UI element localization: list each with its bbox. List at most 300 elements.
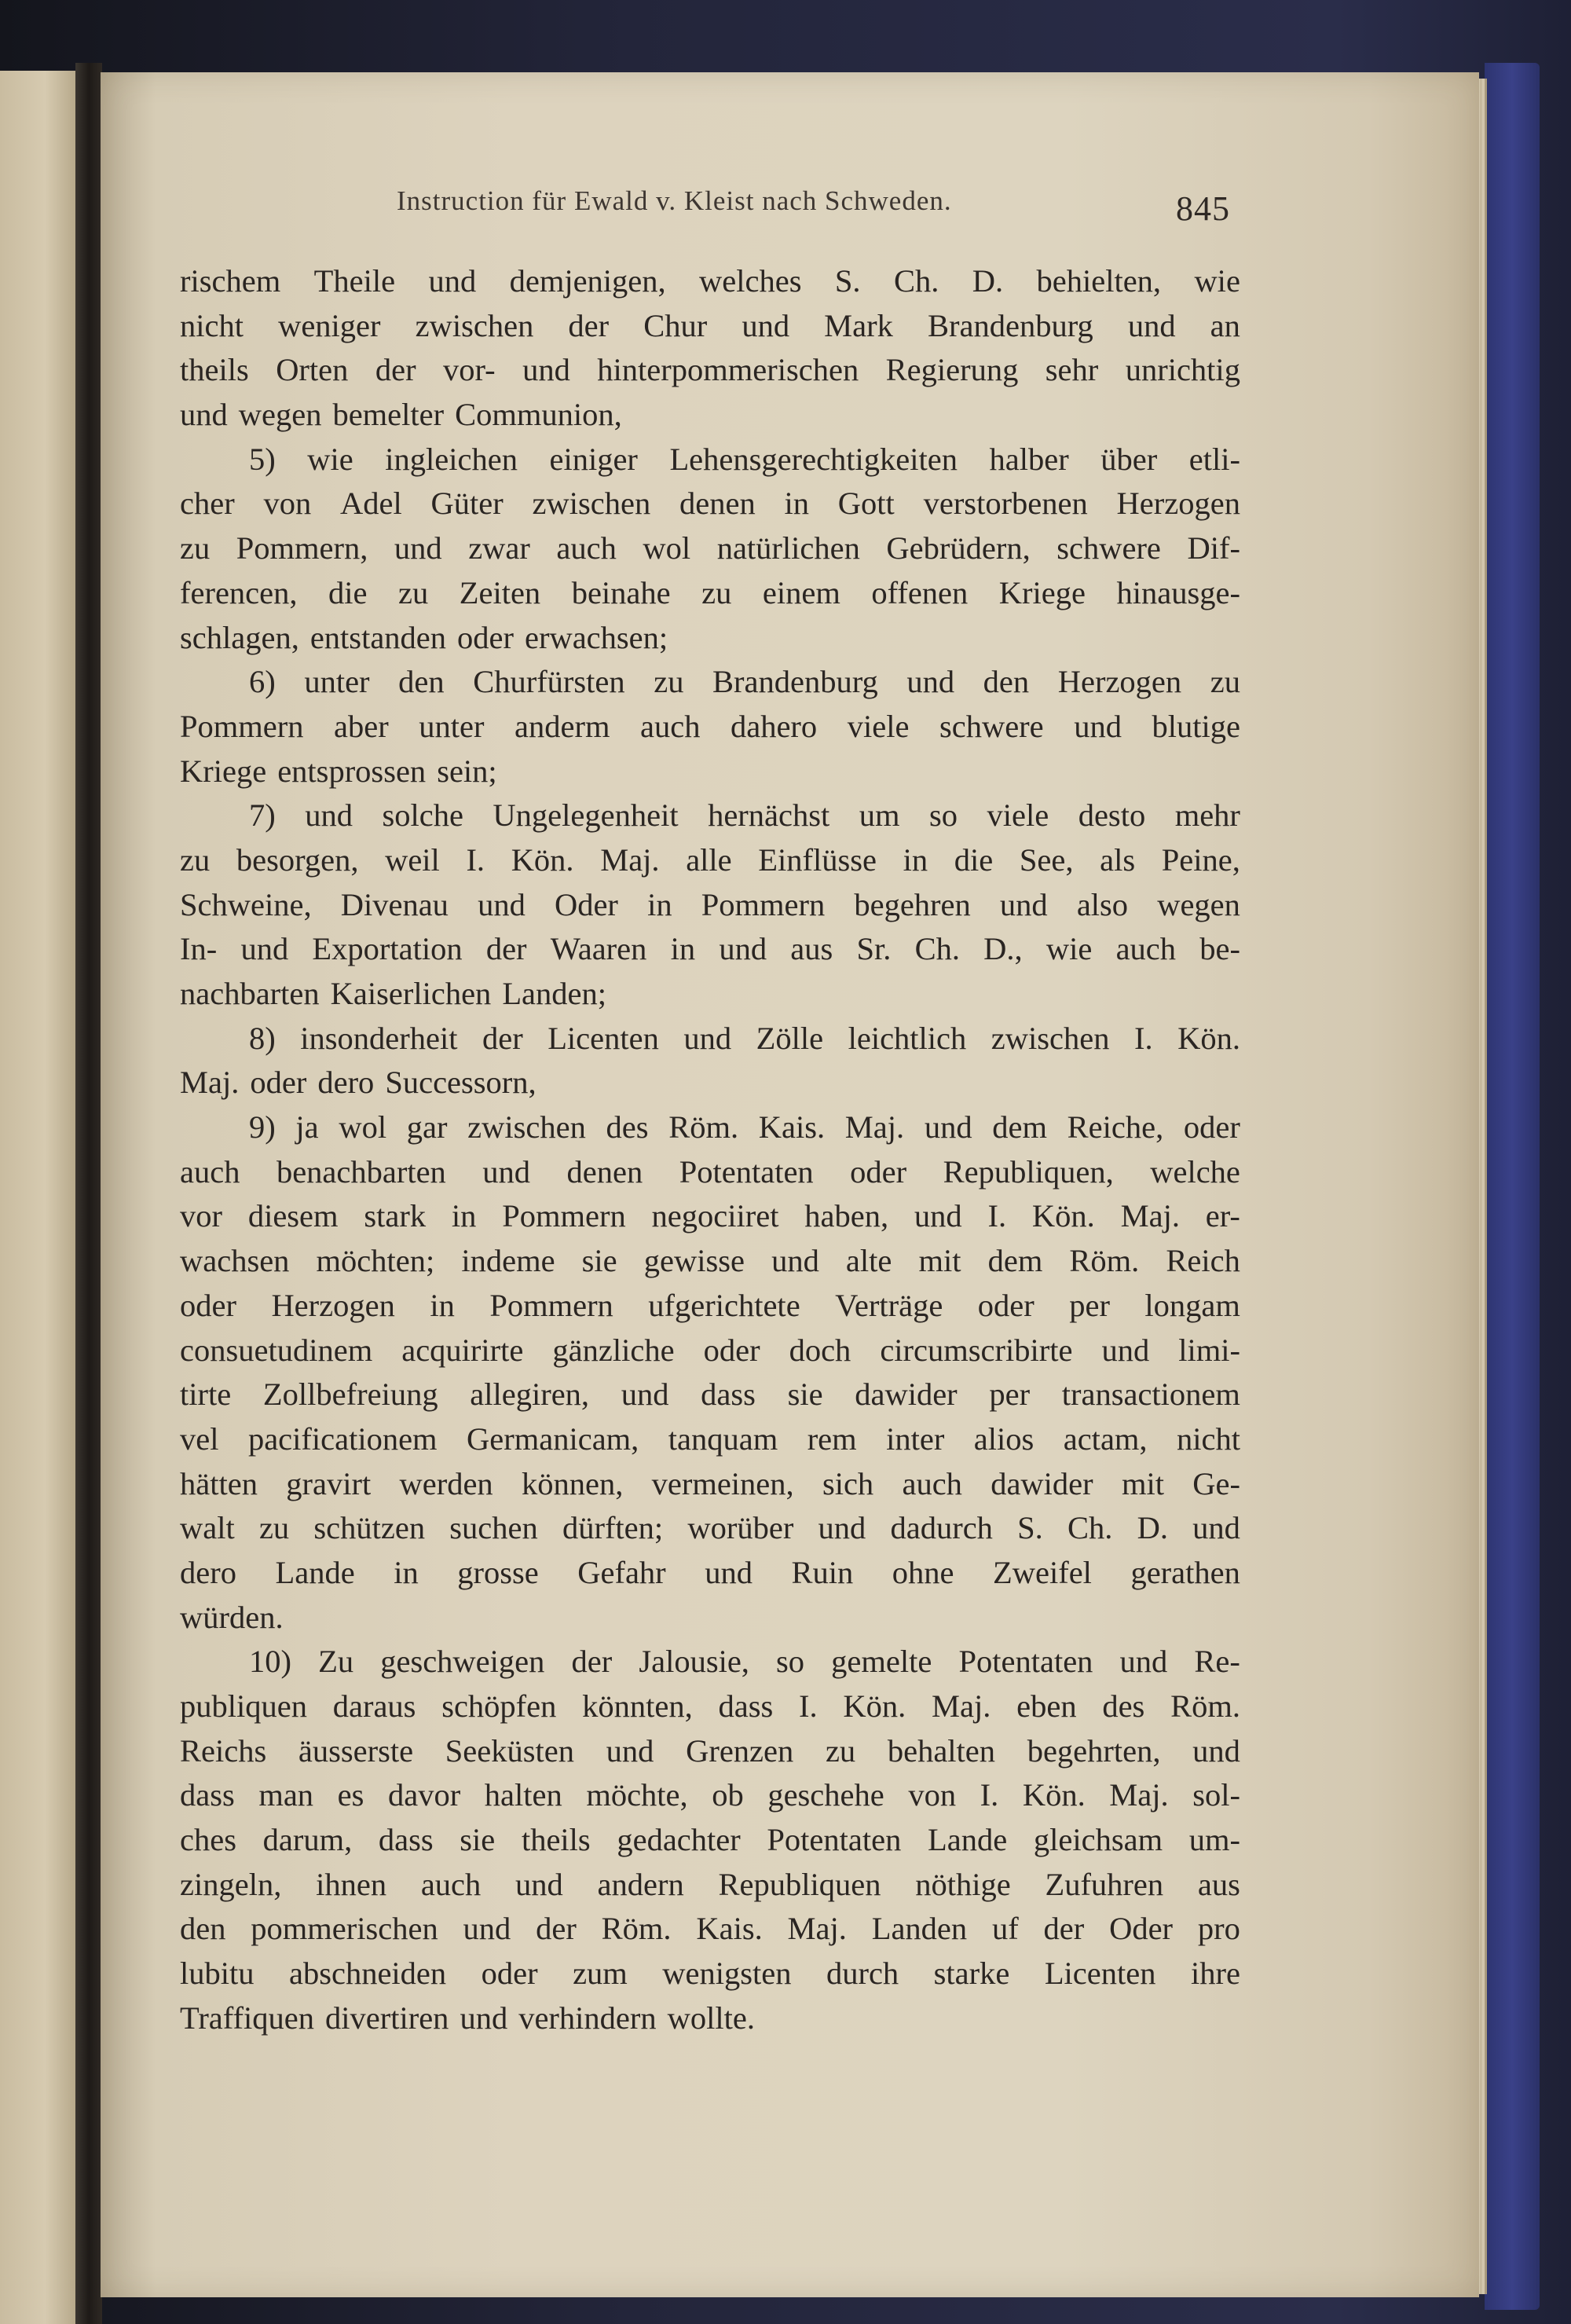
word: wie: [1194, 263, 1240, 299]
word: erwachsen;: [525, 619, 668, 655]
word: Divenau: [340, 886, 449, 922]
word: etli-: [1188, 441, 1240, 477]
word: hätten: [180, 1465, 258, 1501]
word: allegiren,: [470, 1376, 590, 1413]
word: negociiret: [651, 1198, 779, 1234]
word: auch: [556, 530, 617, 566]
word: und: [1101, 1332, 1150, 1368]
word: es: [337, 1777, 364, 1813]
word: zwischen: [415, 307, 534, 343]
word: nöthige: [915, 1866, 1011, 1902]
word: Ch.: [914, 931, 960, 967]
word: walt: [180, 1510, 235, 1546]
word: begehrten,: [1027, 1732, 1161, 1769]
word: und: [478, 886, 525, 922]
word: entsprossen: [277, 753, 427, 789]
text-line: [180, 1996, 1240, 2041]
word: 7): [249, 797, 276, 834]
word: indeme: [461, 1243, 555, 1279]
word: rischem: [180, 263, 281, 299]
text-line: [180, 1773, 1240, 1818]
word: Pommern: [180, 708, 304, 744]
word: und: [914, 1198, 962, 1234]
word: wol: [339, 1109, 387, 1146]
word: oder: [481, 1956, 538, 1992]
word: dahero: [730, 708, 818, 744]
word: Herzogen: [1057, 664, 1182, 700]
word: vel: [180, 1420, 219, 1457]
word: Maj.: [180, 1065, 240, 1101]
word: desto: [1078, 797, 1146, 834]
word: und: [606, 1732, 654, 1769]
word: Brandenburg: [928, 307, 1093, 343]
word: dawider: [855, 1376, 958, 1413]
word: aus: [790, 931, 833, 967]
word: lubitu: [180, 1956, 255, 1992]
word: und: [906, 664, 955, 700]
text-line: [180, 972, 1240, 1017]
word: S.: [834, 263, 861, 299]
word: cher: [180, 486, 235, 522]
word: geschweigen: [380, 1644, 545, 1680]
word: Zweifel: [993, 1554, 1092, 1590]
word: acquirirte: [401, 1332, 524, 1368]
word: der: [375, 352, 416, 388]
text-line: [180, 750, 1240, 794]
word: schützen: [313, 1510, 426, 1546]
word: be-: [1199, 931, 1240, 967]
word: Oder: [554, 886, 618, 922]
text-line: [180, 1640, 1240, 1684]
word: vor: [180, 1198, 222, 1234]
text-line: [180, 1061, 1240, 1105]
word: nicht: [180, 307, 244, 343]
word: See,: [1019, 841, 1074, 878]
word: sie: [460, 1822, 496, 1858]
word: Churfürsten: [473, 664, 625, 700]
word: viele: [847, 708, 910, 744]
word: Potentaten: [958, 1644, 1093, 1680]
word: Zufuhren: [1045, 1866, 1164, 1902]
word: behielten,: [1036, 263, 1162, 299]
word: in: [647, 886, 672, 922]
word: Maj.: [1120, 1198, 1180, 1234]
word: nicht: [1177, 1420, 1240, 1457]
text-line: [180, 616, 1240, 661]
word: leichtlich: [848, 1020, 967, 1056]
word: mit: [1121, 1465, 1164, 1501]
word: so: [776, 1644, 805, 1680]
word: Regierung: [885, 352, 1019, 388]
word: in: [451, 1198, 477, 1234]
word: dem: [992, 1109, 1047, 1146]
word: und: [719, 931, 767, 967]
word: oder: [977, 1287, 1035, 1323]
word: zu: [1210, 664, 1240, 700]
word: der: [571, 1644, 613, 1680]
word: theils: [180, 352, 249, 388]
word: starke: [933, 1956, 1010, 1992]
word: ja: [295, 1109, 319, 1146]
text-line: [180, 348, 1240, 393]
text-line: [180, 482, 1240, 526]
text-line: [180, 927, 1240, 972]
word: gemelte: [831, 1644, 932, 1680]
text-line: [180, 1729, 1240, 1774]
word: den: [398, 664, 445, 700]
word: Gefahr: [577, 1554, 666, 1590]
word: Oder: [1109, 1911, 1174, 1947]
word: gravirt: [286, 1465, 372, 1501]
word: Kön.: [1177, 1020, 1240, 1056]
word: möchte,: [586, 1777, 688, 1813]
word: wie: [1046, 931, 1093, 967]
word: und: [771, 1243, 819, 1279]
word: Republiquen: [718, 1866, 881, 1902]
word: Jalousie,: [639, 1644, 749, 1680]
word: gleichsam: [1033, 1822, 1163, 1858]
text-line: [180, 259, 1240, 304]
word: Maj.: [1109, 1777, 1169, 1813]
word: gänzliche: [552, 1332, 675, 1368]
text-line: [180, 304, 1240, 349]
word: rem: [807, 1420, 857, 1457]
word: Germanicam,: [467, 1420, 639, 1457]
word: verhindern: [518, 2000, 657, 2036]
word: Pommern: [489, 1287, 613, 1323]
word: Gott: [837, 486, 895, 522]
word: von: [908, 1777, 957, 1813]
word: der: [482, 1020, 523, 1056]
book-gutter: [75, 63, 102, 2324]
word: eben: [1016, 1688, 1077, 1724]
word: Kriege: [998, 574, 1086, 610]
word: der: [536, 1911, 577, 1947]
word: in: [430, 1287, 455, 1323]
word: theils: [521, 1822, 591, 1858]
word: ches: [180, 1822, 236, 1858]
word: benachbarten: [276, 1153, 446, 1189]
word: aus: [1197, 1866, 1240, 1902]
word: darum,: [262, 1822, 353, 1858]
word: anderm: [515, 708, 610, 744]
word: Güter: [430, 486, 504, 522]
word: I.: [987, 1198, 1007, 1234]
word: I.: [980, 1777, 999, 1813]
word: von: [263, 486, 312, 522]
word: schöpfen: [441, 1688, 557, 1724]
word: oder: [180, 1287, 236, 1323]
word: unter: [304, 664, 370, 700]
word: in: [903, 841, 928, 878]
word: zwischen: [467, 1109, 586, 1146]
word: 5): [249, 441, 276, 477]
word: abschneiden: [288, 1956, 447, 1992]
word: nachbarten: [180, 976, 320, 1011]
word: Potentaten: [767, 1822, 902, 1858]
word: und: [240, 931, 289, 967]
word: Lande: [928, 1822, 1008, 1858]
word: geschehe: [767, 1777, 884, 1813]
word: oder: [850, 1153, 907, 1189]
word: Re-: [1194, 1644, 1240, 1680]
word: zu: [654, 664, 684, 700]
word: limi-: [1178, 1332, 1240, 1368]
running-head: Instruction für Ewald v. Kleist nach Schweden.: [397, 185, 952, 216]
word: zu: [398, 574, 429, 610]
word: blutige: [1152, 708, 1240, 744]
word: begehren: [854, 886, 971, 922]
text-line: [180, 1105, 1240, 1150]
word: zwischen: [991, 1020, 1110, 1056]
word: gewisse: [643, 1243, 745, 1279]
word: den: [983, 664, 1030, 700]
word: dass: [180, 1777, 235, 1813]
word: zu: [258, 1510, 290, 1546]
word: beinahe: [571, 574, 671, 610]
word: tirte: [180, 1376, 232, 1413]
word: Kön.: [1031, 1198, 1095, 1234]
word: halten: [484, 1777, 562, 1813]
word: stark: [364, 1198, 427, 1234]
word: wenigsten: [662, 1956, 792, 1992]
word: man: [258, 1777, 314, 1813]
word: divertiren: [325, 2000, 449, 2036]
word: so: [929, 797, 958, 834]
word: auch: [420, 1866, 482, 1902]
text-line: [180, 1284, 1240, 1329]
word: also: [1076, 886, 1129, 922]
text-line: [180, 1150, 1240, 1195]
word: Lehensgerechtigkeiten: [669, 441, 958, 477]
word: wie: [307, 441, 353, 477]
word: Verträge: [835, 1287, 943, 1323]
word: uf: [991, 1911, 1019, 1947]
word: transactionem: [1061, 1376, 1240, 1413]
word: dero: [317, 1065, 375, 1101]
word: Gebrüdern,: [886, 530, 1031, 566]
word: schwere: [939, 708, 1044, 744]
word: Kön.: [511, 841, 574, 878]
word: und: [394, 530, 442, 566]
word: zum: [573, 1956, 628, 1992]
word: auch: [902, 1465, 962, 1501]
word: haben,: [804, 1198, 889, 1234]
text-line: [180, 438, 1240, 482]
word: durch: [826, 1956, 899, 1992]
word: vermeinen,: [651, 1465, 794, 1501]
word: zwischen: [532, 486, 651, 522]
text-line: [180, 1952, 1240, 1996]
word: Zeiten: [459, 574, 541, 610]
word: und: [1074, 708, 1122, 744]
word: alle: [686, 841, 732, 878]
text-line: [180, 660, 1240, 705]
word: möchten;: [316, 1243, 435, 1279]
page-number: 845: [1176, 189, 1230, 228]
word: und: [999, 886, 1048, 922]
word: Schweine,: [180, 886, 312, 922]
word: dero: [180, 1554, 236, 1590]
word: und: [482, 1153, 531, 1189]
word: unrichtig: [1125, 352, 1240, 388]
word: einiger: [549, 441, 638, 477]
word: und: [1192, 1732, 1240, 1769]
word: mehr: [1174, 797, 1240, 834]
word: weniger: [278, 307, 381, 343]
word: Kriege: [180, 753, 267, 789]
word: Maj.: [600, 841, 660, 878]
word: natürlichen: [716, 530, 860, 566]
word: und: [683, 1020, 732, 1056]
word: Reichs: [180, 1732, 267, 1769]
word: Zollbefreiung: [262, 1376, 438, 1413]
word: Kaiserlichen: [330, 976, 492, 1011]
word: sein;: [437, 753, 497, 789]
word: andern: [597, 1866, 684, 1902]
word: wachsen: [180, 1243, 290, 1279]
text-line: [180, 571, 1240, 616]
word: Landen;: [502, 976, 607, 1011]
word: der: [1043, 1911, 1085, 1947]
word: 9): [249, 1109, 276, 1146]
word: hinausge-: [1116, 574, 1240, 610]
word: Maj.: [844, 1109, 905, 1146]
text-line: [180, 1194, 1240, 1239]
word: bemelter: [332, 397, 445, 433]
word: sol-: [1192, 1777, 1240, 1813]
text-line: [180, 1417, 1240, 1462]
text-line: [180, 1239, 1240, 1284]
word: Licenten: [547, 1020, 659, 1056]
word: und: [463, 1911, 511, 1947]
word: Pommern: [701, 886, 826, 922]
word: des: [1102, 1688, 1145, 1724]
word: per: [989, 1376, 1031, 1413]
word: daraus: [332, 1688, 416, 1724]
word: Ge-: [1192, 1465, 1240, 1501]
word: und: [515, 1866, 563, 1902]
word: und: [460, 2000, 508, 2036]
word: zu: [825, 1732, 856, 1769]
word: Kön.: [843, 1688, 906, 1724]
word: 6): [249, 664, 276, 700]
text-line: [180, 838, 1240, 883]
word: Exportation: [312, 931, 463, 967]
word: ingleichen: [385, 441, 518, 477]
word: demjenigen,: [509, 263, 666, 299]
word: und: [180, 397, 228, 433]
word: worüber: [687, 1510, 794, 1546]
word: Kais.: [758, 1109, 826, 1146]
word: per: [1069, 1287, 1110, 1323]
word: Zu: [318, 1644, 354, 1680]
text-line: [180, 883, 1240, 928]
text-line: [180, 526, 1240, 571]
word: S.: [1017, 1510, 1043, 1546]
word: Röm.: [601, 1911, 672, 1947]
word: Kais.: [696, 1911, 763, 1947]
word: publiquen: [180, 1688, 307, 1724]
word: wegen: [1157, 886, 1240, 922]
text-line: [180, 1462, 1240, 1507]
word: schlagen,: [180, 619, 299, 655]
word: und: [305, 797, 353, 834]
word: grosse: [457, 1554, 539, 1590]
word: denen: [566, 1153, 643, 1189]
word: tanquam: [668, 1420, 778, 1457]
word: zingeln,: [180, 1866, 282, 1902]
word: Ch.: [893, 263, 939, 299]
word: I.: [466, 841, 485, 878]
word: gerathen: [1130, 1554, 1240, 1590]
word: und: [428, 263, 477, 299]
word: pro: [1197, 1911, 1240, 1947]
word: aber: [334, 708, 389, 744]
word: und: [1192, 1510, 1240, 1546]
word: In-: [180, 931, 218, 967]
word: gar: [406, 1109, 448, 1146]
word: Kön.: [1022, 1777, 1086, 1813]
word: Peine,: [1161, 841, 1240, 878]
text-line: [180, 1551, 1240, 1596]
word: Successorn,: [385, 1065, 536, 1101]
word: Pommern: [502, 1198, 626, 1234]
word: actam,: [1063, 1420, 1148, 1457]
word: D.: [972, 263, 1004, 299]
word: an: [1210, 307, 1240, 343]
text-line: [180, 705, 1240, 750]
word: würden.: [180, 1599, 284, 1635]
word: wollte.: [667, 2000, 755, 2036]
word: suchen: [449, 1510, 538, 1546]
word: Röm.: [668, 1109, 739, 1146]
word: dawider: [991, 1465, 1093, 1501]
text-line: [180, 1373, 1240, 1417]
word: mit: [918, 1243, 961, 1279]
word: gedachter: [617, 1822, 741, 1858]
word: Chur: [643, 307, 708, 343]
word: D.,: [983, 931, 1023, 967]
word: 10): [249, 1644, 291, 1680]
word: pommerischen: [251, 1911, 438, 1947]
word: Traffiquen: [180, 2000, 314, 2036]
word: Reiche,: [1067, 1109, 1164, 1146]
word: und: [1127, 307, 1176, 343]
word: in: [784, 486, 810, 522]
word: denen: [679, 486, 756, 522]
word: und: [924, 1109, 972, 1146]
word: und: [705, 1554, 753, 1590]
word: Theile: [313, 263, 396, 299]
text-line: [180, 1863, 1240, 1908]
word: Maj.: [932, 1688, 991, 1724]
word: ferencen,: [180, 574, 298, 610]
text-line: [180, 1818, 1240, 1863]
word: welche: [1150, 1153, 1240, 1189]
word: die: [328, 574, 368, 610]
word: dass: [718, 1688, 774, 1724]
word: und: [818, 1510, 866, 1546]
word: und: [742, 307, 790, 343]
word: über: [1100, 441, 1158, 477]
word: dass: [701, 1376, 756, 1413]
text-line: [180, 1596, 1240, 1640]
word: Reich: [1166, 1243, 1240, 1279]
word: D.: [1137, 1510, 1168, 1546]
word: Röm.: [1069, 1243, 1140, 1279]
word: einem: [762, 574, 840, 610]
